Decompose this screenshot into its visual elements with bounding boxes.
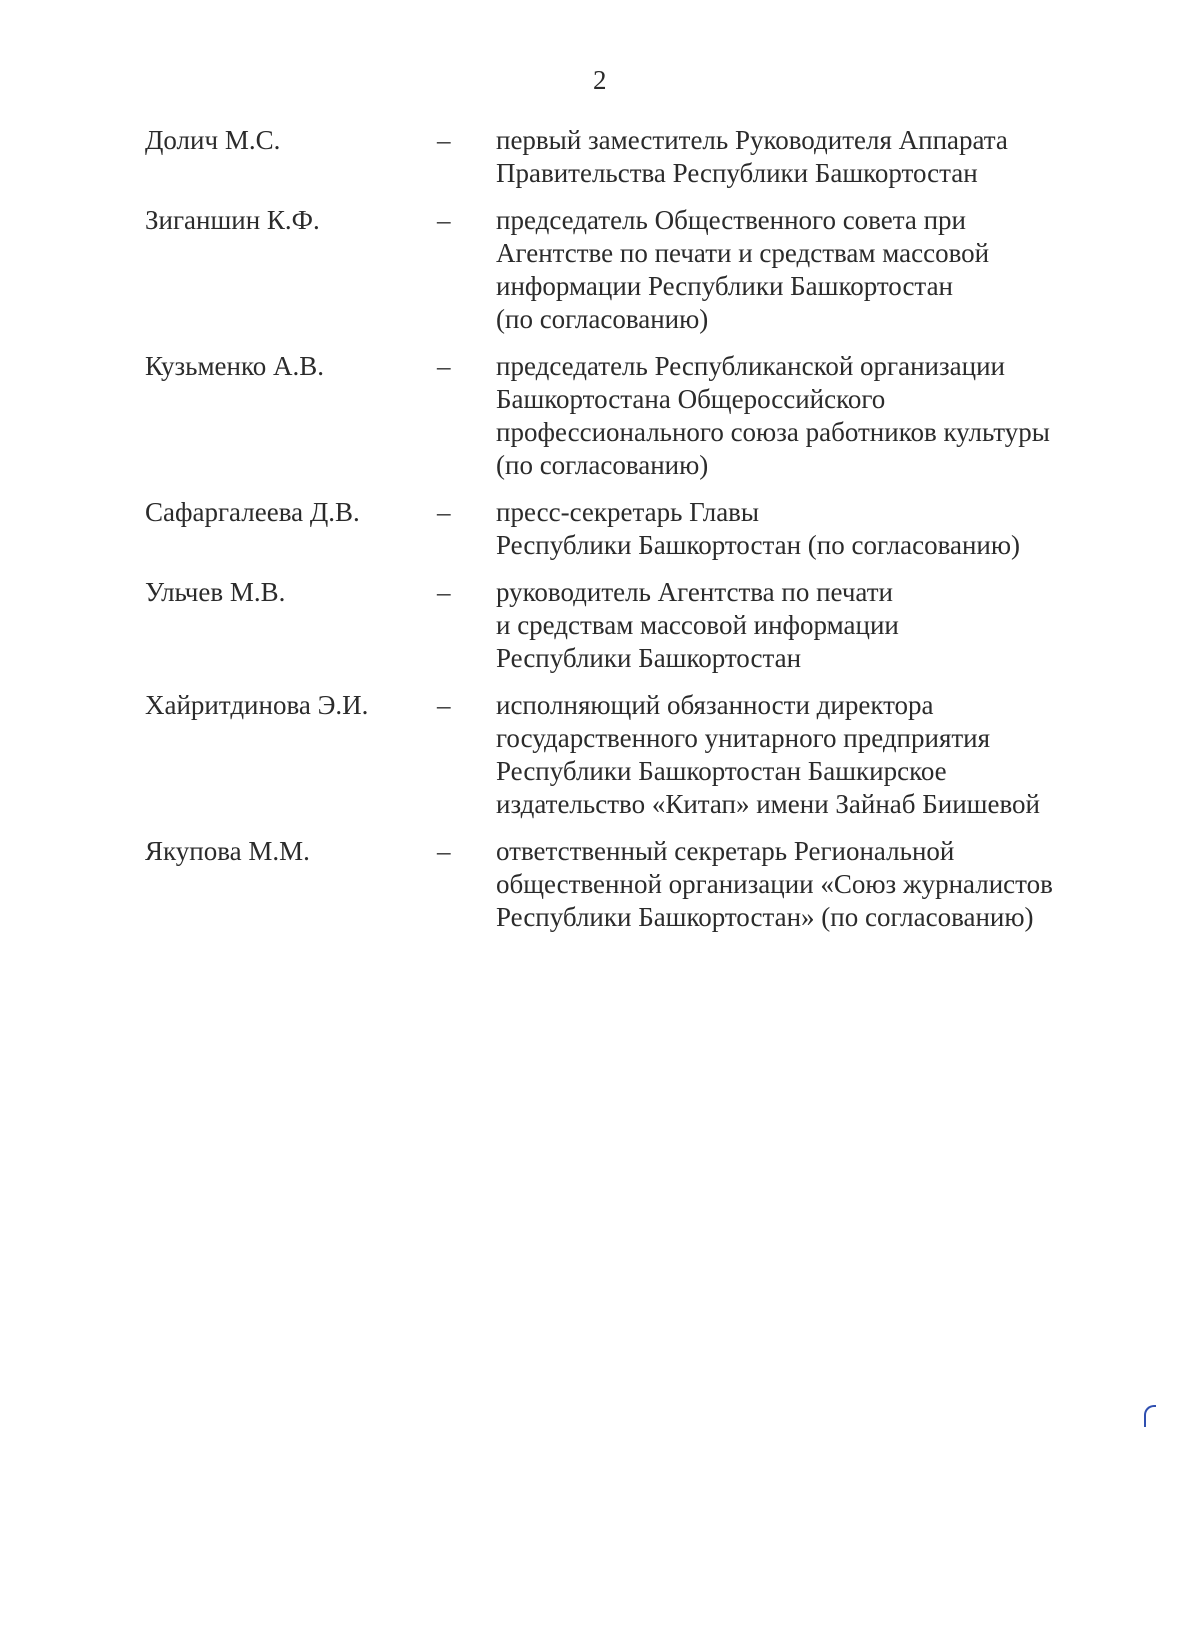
member-name: Хайритдинова Э.И. [145,690,369,720]
member-position-line: Республики Башкортостан [496,643,802,673]
member-position-line: пресс-секретарь Главы [496,497,760,527]
member-dash: – [437,577,451,607]
member-position [496,689,1145,821]
pen-mark [1144,1405,1156,1427]
member-position-line: Агентстве по печати и средствам массовой [496,238,990,268]
member-name: Ульчев М.В. [145,577,286,607]
member-position-line: первый заместитель Руководителя Аппарата [496,125,1008,155]
member-position [496,576,1145,675]
member-dash: – [437,497,451,527]
member-position-line: Правительства Республики Башкортостан [496,158,978,188]
page-number: 2 [593,65,607,95]
members-list [145,124,1145,948]
member-name: Зиганшин К.Ф. [145,205,320,235]
member-position [496,496,1145,562]
member-position-line: профессионального союза работников культуры [496,417,1050,447]
member-position-line: информации Республики Башкортостан [496,271,953,301]
member-position [496,350,1145,482]
member-name: Долич М.С. [145,125,281,155]
member-position-line: Башкортостана Общероссийского [496,384,886,414]
member-position [496,124,1145,190]
member-position-line: издательство «Китап» имени Зайнаб Биишевой [496,789,1040,819]
member-position-line: Республики Башкортостан» (по согласованию) [496,902,1034,932]
member-name: Якупова М.М. [145,836,310,866]
member-dash: – [437,351,451,381]
member-row [145,835,1145,934]
member-dash: – [437,125,451,155]
member-position-line: (по согласованию) [496,450,709,480]
member-position-line: государственного унитарного предприятия [496,723,991,753]
member-row [145,496,1145,562]
member-name: Сафаргалеева Д.В. [145,497,360,527]
member-row [145,204,1145,336]
member-position-line: председатель Республиканской организации [496,351,1006,381]
member-position-line: Республики Башкортостан Башкирское [496,756,947,786]
member-position-line: (по согласованию) [496,304,709,334]
member-position-line: Республики Башкортостан (по согласованию) [496,530,1021,560]
member-dash: – [437,205,451,235]
member-position [496,835,1145,934]
member-position-line: и средствам массовой информации [496,610,899,640]
member-position [496,204,1145,336]
member-dash: – [437,836,451,866]
member-position-line: ответственный секретарь Региональной [496,836,955,866]
member-position-line: исполняющий обязанности директора [496,690,934,720]
member-position-line: общественной организации «Союз журналистов [496,869,1053,899]
member-row [145,576,1145,675]
member-position-line: председатель Общественного совета при [496,205,967,235]
member-position-line: руководитель Агентства по печати [496,577,893,607]
member-name: Кузьменко А.В. [145,351,324,381]
member-dash: – [437,690,451,720]
member-row [145,124,1145,190]
member-row [145,689,1145,821]
member-row [145,350,1145,482]
